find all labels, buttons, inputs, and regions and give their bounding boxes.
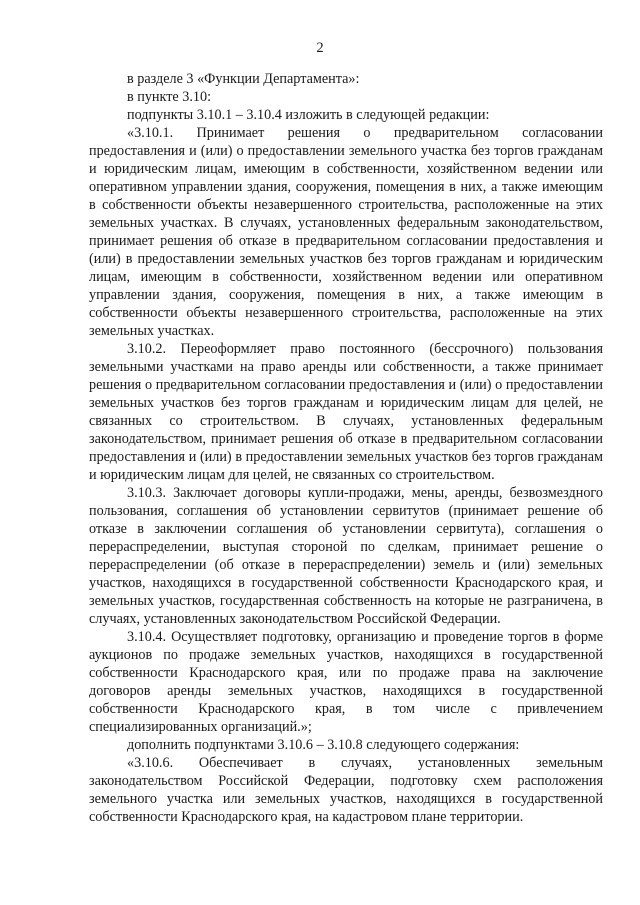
addition-intro: дополнить подпунктами 3.10.6 – 3.10.8 следующего содержания: <box>127 737 520 753</box>
page-number: 2 <box>316 40 324 56</box>
subclause-3-10-1: «3.10.1. Принимает решения о предварительном согласовании предоставления и (или) о предоставлении земельного участка без торгов гражданам и юридическим лицам, имеющим в собственности, хозяйственном ведении или оперативном управлении здания, сооружения, помещения в них, а также имеющим в собственности объекты незавершенного строительства, расположенные на этих земельных участках. В случаях, установленных федеральным законодательством, принимает решения об отказе в предварительном согласовании предоставления и (или) в предоставлении земельных участков без торгов гражданам и юридическим лицам, имеющим в собственности, хозяйственном ведении или оперативном управлении здания, сооружения, помещения в них, а также имеющим в собственности объекты незавершенного строительства, расположенные на этих земельных участках. <box>89 125 603 339</box>
amendment-intro: подпункты 3.10.1 – 3.10.4 изложить в следующей редакции: <box>127 107 490 123</box>
subclause-3-10-6: «3.10.6. Обеспечивает в случаях, установленных земельным законодательством Российской Федерации, подготовку схем расположения земельного участка или земельных участков, находящихся в государственной собственности Краснодарского края, на кадастровом плане территории. <box>89 755 603 825</box>
subclause-3-10-2: 3.10.2. Переоформляет право постоянного (бессрочного) пользования земельными участками на право аренды или собственности, а также принимает решения о предварительном согласовании предоставления и (или) о предоставлении земельных участков без торгов гражданам и юридическим лицам для целей, не связанных со строительством. В случаях, установленных федеральным законодательством, принимает решения об отказе в предварительном согласовании предоставления и (или) в предоставлении земельных участков без торгов гражданам и юридическим лицам для целей, не связанных со строительством. <box>89 341 603 483</box>
subclause-3-10-4: 3.10.4. Осуществляет подготовку, организацию и проведение торгов в форме аукционов по продаже земельных участков, находящихся в государственной собственности Краснодарского края, или по продаже права на заключение договоров аренды земельных участков, находящихся в государственной собственности Краснодарского края, в том числе с привлечением специализированных организаций.»; <box>89 629 603 735</box>
clause-intro: в пункте 3.10: <box>127 89 212 105</box>
section-intro: в разделе 3 «Функции Департамента»: <box>127 71 360 87</box>
document-body <box>89 70 603 826</box>
subclause-3-10-3: 3.10.3. Заключает договоры купли-продажи, мены, аренды, безвозмездного пользования, соглашения об установлении сервитутов (принимает решение об отказе в заключении соглашения об установлении сервитута), соглашения о перераспределении, выступая стороной по сделкам, принимает решение о перераспределении (об отказе в перераспределении) земель и (или) земельных участков, находящихся в государственной собственности Краснодарского края, и земельных участков, государственная собственность на которые не разграничена, в случаях, установленных законодательством Российской Федерации. <box>89 485 603 627</box>
